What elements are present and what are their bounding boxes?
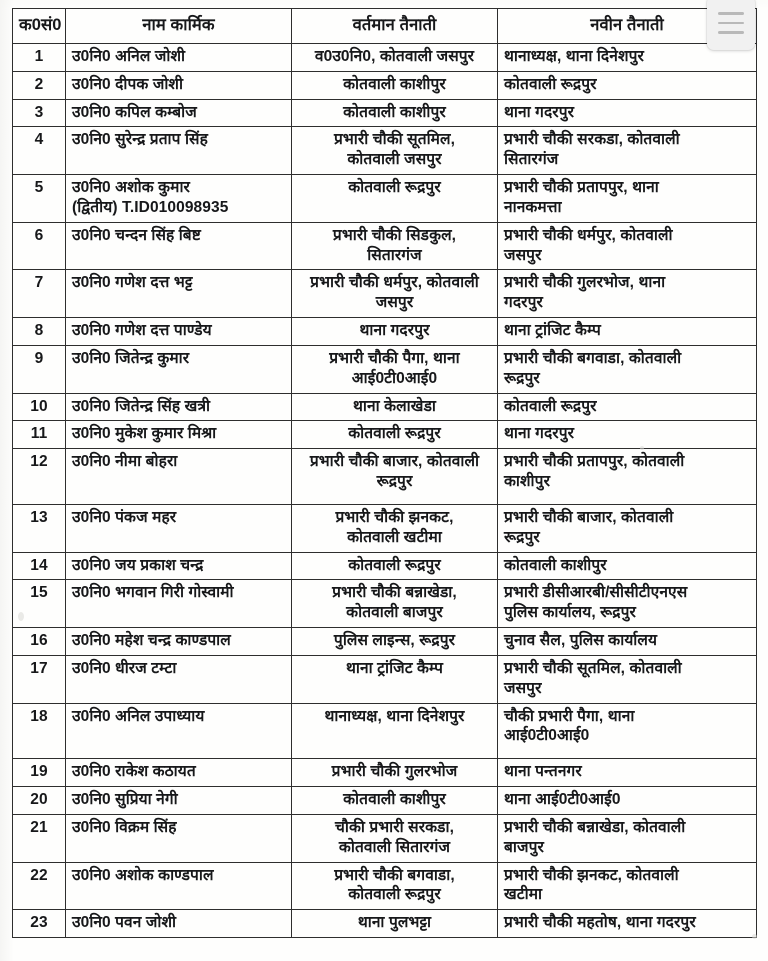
cell-officer-name [66,787,292,815]
cell-officer-name [66,222,292,270]
cell-officer-name [66,318,292,346]
cell-new-posting [498,127,757,175]
cell-current-posting [292,552,498,580]
cell-new-posting [498,628,757,656]
table-row [13,393,757,421]
cell-current-posting [292,787,498,815]
cell-current-posting [292,44,498,72]
cell-new-posting-line: प्रभारी चौकी प्रतापपुर, थाना [504,179,659,197]
cell-officer-name [66,127,292,175]
cell-officer-name [66,814,292,862]
cell-new-posting-line: रूद्रपुर [504,369,540,387]
cell-current-posting-line: कोतवाली रूद्रपुर [348,556,441,574]
cell-officer-name [66,862,292,910]
table-header-row [13,9,757,44]
cell-officer-name-line: उ0नि0 गणेश दत्त पाण्डेय [72,322,212,340]
cell-officer-name-line: उ0नि0 कपिल कम्बोज [72,103,197,121]
cell-new-posting [498,814,757,862]
cell-current-posting-line: कोतवाली रूद्रपुर [348,886,441,904]
cell-current-posting-line: थाना ट्रांजिट कैम्प [346,659,443,677]
cell-officer-name-line: उ0नि0 सुप्रिया नेगी [72,791,178,809]
cell-serial-number: 7 [13,270,66,318]
cell-officer-name-line: उ0नि0 सुरेन्द्र प्रताप सिंह [72,131,208,149]
cell-new-posting-line: गदरपुर [504,294,543,312]
cell-current-posting [292,655,498,703]
cell-new-posting-line: कोतवाली रूद्रपुर [504,75,597,93]
cell-current-posting [292,99,498,127]
cell-current-posting-line: थानाध्यक्ष, थाना दिनेशपुर [324,707,465,725]
table-row [13,862,757,910]
cell-current-posting-line: चौकी प्रभारी सरकडा, [334,818,454,836]
cell-new-posting [498,862,757,910]
cell-new-posting-line: कोतवाली रूद्रपुर [504,397,597,415]
hamburger-bar-3 [718,31,744,33]
cell-new-posting-line: प्रभारी चौकी प्रतापपुर, कोतवाली [504,453,685,471]
table-row [13,703,757,759]
hamburger-menu-icon[interactable] [707,0,755,50]
cell-officer-name [66,655,292,703]
column-header-serial: क0सं0 [13,9,66,44]
cell-current-posting [292,175,498,223]
cell-new-posting-line: प्रभारी चौकी बगवाडा, कोतवाली [504,349,682,367]
cell-current-posting-line: प्रभारी चौकी सिडकुल, [332,226,457,244]
cell-officer-name [66,71,292,99]
cell-new-posting [498,580,757,628]
cell-new-posting-line: थाना गदरपुर [504,425,575,443]
cell-new-posting-line: प्रभारी चौकी बन्नाखेडा, कोतवाली [504,818,686,836]
cell-officer-name-line: उ0नि0 गणेश दत्त भट्ट [72,274,193,292]
cell-serial-number: 4 [13,127,66,175]
table-row [13,814,757,862]
cell-officer-name [66,270,292,318]
cell-new-posting [498,393,757,421]
cell-serial-number: 2 [13,71,66,99]
cell-new-posting [498,655,757,703]
cell-officer-name [66,504,292,552]
cell-current-posting-line: थाना केलाखेडा [353,397,436,415]
cell-serial-number: 15 [13,580,66,628]
cell-current-posting-line: कोतवाली रूद्रपुर [348,425,441,443]
cell-new-posting [498,504,757,552]
cell-current-posting [292,814,498,862]
cell-officer-name [66,703,292,759]
cell-officer-name-line: उ0नि0 दीपक जोशी [72,75,184,93]
cell-serial-number: 6 [13,222,66,270]
cell-officer-name [66,44,292,72]
cell-serial-number: 1 [13,44,66,72]
cell-officer-name-line: उ0नि0 पंकज महर [72,508,177,526]
cell-current-posting-line: कोतवाली सितारगंज [338,838,451,856]
table-row [13,449,757,505]
cell-current-posting-line: कोतवाली काशीपुर [343,103,446,121]
cell-current-posting [292,910,498,938]
cell-officer-name-line: उ0नि0 विक्रम सिंह [72,818,177,836]
cell-serial-number: 13 [13,504,66,552]
cell-officer-name [66,393,292,421]
cell-new-posting-line: प्रभारी चौकी सूतमिल, कोतवाली [504,659,682,677]
cell-current-posting-line: प्रभारी चौकी पैगा, थाना [329,349,460,367]
cell-officer-name [66,421,292,449]
cell-current-posting [292,318,498,346]
column-header-current-posting: वर्तमान तैनाती [292,9,498,44]
cell-current-posting-line: प्रभारी चौकी बन्नाखेडा, [332,584,457,602]
cell-new-posting-line: प्रभारी चौकी बाजार, कोतवाली [504,508,674,526]
cell-officer-name-line: उ0नि0 अनिल उपाध्याय [72,707,205,725]
cell-new-posting [498,222,757,270]
column-header-new-posting: नवीन तैनाती [498,9,757,44]
cell-new-posting [498,71,757,99]
cell-new-posting-line: जसपुर [504,246,542,264]
cell-current-posting-line: व0उ0नि0, कोतवाली जसपुर [314,48,475,65]
cell-new-posting-line: नानकमत्ता [504,198,562,216]
scan-speck [640,446,644,450]
cell-new-posting [498,345,757,393]
cell-current-posting [292,759,498,787]
cell-current-posting [292,71,498,99]
cell-new-posting-line: चुनाव सैल, पुलिस कार्यालय [504,632,658,650]
cell-officer-name-line: उ0नि0 चन्दन सिंह बिष्ट [72,226,201,244]
cell-officer-name-line: उ0नि0 भगवान गिरी गोस्वामी [72,584,234,602]
cell-current-posting-line: थाना गदरपुर [359,322,430,340]
cell-current-posting-line: थाना पुलभट्टा [357,914,432,932]
table-row [13,127,757,175]
cell-new-posting [498,552,757,580]
hamburger-bar-1 [718,12,744,14]
cell-new-posting-line: सितारगंज [504,151,559,169]
cell-current-posting-line: कोतवाली जसपुर [347,151,442,169]
cell-officer-name-line: उ0नि0 धीरज टम्टा [72,659,177,677]
cell-current-posting-line: कोतवाली काशीपुर [343,75,446,93]
cell-new-posting-line: थाना पन्तनगर [504,763,582,781]
cell-serial-number: 9 [13,345,66,393]
cell-officer-name [66,449,292,505]
cell-serial-number: 22 [13,862,66,910]
table-row [13,345,757,393]
cell-current-posting-line: रूद्रपुर [376,473,413,491]
table-row [13,71,757,99]
cell-current-posting [292,127,498,175]
cell-new-posting-line: जसपुर [504,679,542,697]
table-row [13,421,757,449]
scan-speck [18,612,24,621]
cell-officer-name-line: (द्वितीय) T.ID010098935 [72,198,229,216]
cell-officer-name-line: उ0नि0 पवन जोशी [72,914,177,932]
cell-new-posting [498,759,757,787]
cell-current-posting-line: जसपुर [375,294,414,312]
table-row [13,99,757,127]
hamburger-bar-2 [718,22,744,24]
cell-officer-name [66,580,292,628]
cell-new-posting [498,910,757,938]
transfer-roster-table [12,8,757,938]
cell-new-posting-line: थानाध्यक्ष, थाना दिनेशपुर [504,48,644,65]
table-body [13,44,757,938]
cell-serial-number: 17 [13,655,66,703]
cell-officer-name-line: उ0नि0 जय प्रकाश चन्द्र [72,556,204,574]
cell-new-posting-line: प्रभारी डीसीआरबी/सीसीटीएनएस [504,584,688,602]
cell-new-posting-line: कोतवाली काशीपुर [504,556,607,574]
cell-officer-name [66,552,292,580]
cell-new-posting-line: आई0टी0आई0 [504,727,590,745]
table-row [13,787,757,815]
table-row [13,222,757,270]
cell-serial-number: 8 [13,318,66,346]
cell-new-posting-line: पुलिस कार्यालय, रूद्रपुर [504,604,636,622]
cell-new-posting [498,318,757,346]
cell-current-posting [292,421,498,449]
cell-current-posting [292,270,498,318]
cell-serial-number: 14 [13,552,66,580]
cell-serial-number: 23 [13,910,66,938]
table-row [13,628,757,656]
cell-new-posting [498,421,757,449]
cell-current-posting-line: प्रभारी चौकी धर्मपुर, कोतवाली [310,274,479,292]
table-row [13,504,757,552]
cell-serial-number: 16 [13,628,66,656]
cell-current-posting-line: कोतवाली खटीमा [347,528,442,546]
cell-current-posting [292,580,498,628]
cell-current-posting-line: कोतवाली रूद्रपुर [348,179,441,197]
cell-officer-name-line: उ0नि0 नीमा बोहरा [72,453,178,471]
cell-new-posting [498,270,757,318]
cell-current-posting [292,628,498,656]
cell-new-posting [498,175,757,223]
cell-serial-number: 12 [13,449,66,505]
column-header-name: नाम कार्मिक [66,9,292,44]
cell-current-posting-line: कोतवाली काशीपुर [343,791,446,809]
table-row [13,759,757,787]
cell-serial-number: 21 [13,814,66,862]
cell-new-posting-line: प्रभारी चौकी गुलरभोज, थाना [504,274,666,292]
cell-serial-number: 10 [13,393,66,421]
cell-serial-number: 5 [13,175,66,223]
cell-current-posting-line: प्रभारी चौकी बगवाडा, [334,866,455,884]
cell-new-posting-line: प्रभारी चौकी महतोष, थाना गदरपुर [504,914,696,932]
cell-current-posting [292,703,498,759]
cell-current-posting [292,449,498,505]
cell-officer-name [66,910,292,938]
cell-new-posting-line: प्रभारी चौकी झनकट, कोतवाली [504,866,679,884]
cell-serial-number: 3 [13,99,66,127]
cell-current-posting-line: प्रभारी चौकी सूतमिल, [333,131,456,149]
table-row [13,552,757,580]
cell-officer-name [66,628,292,656]
table-row [13,318,757,346]
cell-new-posting-line: चौकी प्रभारी पैगा, थाना [504,707,635,725]
cell-officer-name-line: उ0नि0 राकेश कठायत [72,763,196,781]
table-row [13,910,757,938]
cell-current-posting-line: प्रभारी चौकी झनकट, [335,508,454,526]
cell-current-posting-line: आई0टी0आई0 [351,369,438,387]
cell-new-posting-line: बाजपुर [504,838,544,856]
cell-officer-name [66,345,292,393]
cell-current-posting-line: कोतवाली बाजपुर [346,604,443,622]
table-header [13,9,757,44]
cell-current-posting-line: प्रभारी चौकी गुलरभोज [331,763,458,781]
cell-current-posting [292,222,498,270]
cell-new-posting-line: थाना ट्रांजिट कैम्प [504,322,601,340]
cell-officer-name [66,175,292,223]
cell-new-posting [498,787,757,815]
cell-current-posting-line: सितारगंज [367,246,422,264]
cell-new-posting-line: प्रभारी चौकी धर्मपुर, कोतवाली [504,226,673,244]
cell-officer-name-line: उ0नि0 जितेन्द्र सिंह खत्री [72,397,211,415]
table-row [13,175,757,223]
cell-officer-name [66,99,292,127]
cell-new-posting-line: रूद्रपुर [504,528,540,546]
cell-officer-name-line: उ0नि0 मुकेश कुमार मिश्रा [72,425,217,443]
cell-new-posting-line: थाना गदरपुर [504,103,575,121]
cell-current-posting-line: प्रभारी चौकी बाजार, कोतवाली [309,453,480,471]
cell-new-posting [498,703,757,759]
cell-new-posting [498,99,757,127]
cell-serial-number: 11 [13,421,66,449]
cell-current-posting [292,345,498,393]
cell-new-posting-line: थाना आई0टी0आई0 [504,791,621,809]
cell-officer-name-line: उ0नि0 जितेन्द्र कुमार [72,349,190,367]
cell-new-posting-line: प्रभारी चौकी सरकडा, कोतवाली [504,131,680,149]
cell-new-posting-line: खटीमा [504,886,543,904]
table-row [13,580,757,628]
cell-current-posting [292,504,498,552]
cell-new-posting [498,449,757,505]
cell-current-posting-line: पुलिस लाइन्स, रूद्रपुर [333,632,456,650]
roster-table-container [12,8,756,938]
cell-officer-name-line: उ0नि0 अशोक काण्डपाल [72,866,214,884]
cell-officer-name-line: उ0नि0 अनिल जोशी [72,48,186,65]
cell-current-posting [292,862,498,910]
cell-current-posting [292,393,498,421]
cell-serial-number: 20 [13,787,66,815]
cell-new-posting-line: काशीपुर [504,473,551,491]
cell-serial-number: 18 [13,703,66,759]
cell-serial-number: 19 [13,759,66,787]
scan-speck [752,934,757,939]
table-row [13,44,757,72]
cell-officer-name [66,759,292,787]
table-row [13,655,757,703]
cell-officer-name-line: उ0नि0 महेश चन्द्र काण्डपाल [72,632,231,650]
table-row [13,270,757,318]
cell-officer-name-line: उ0नि0 अशोक कुमार [72,179,190,197]
